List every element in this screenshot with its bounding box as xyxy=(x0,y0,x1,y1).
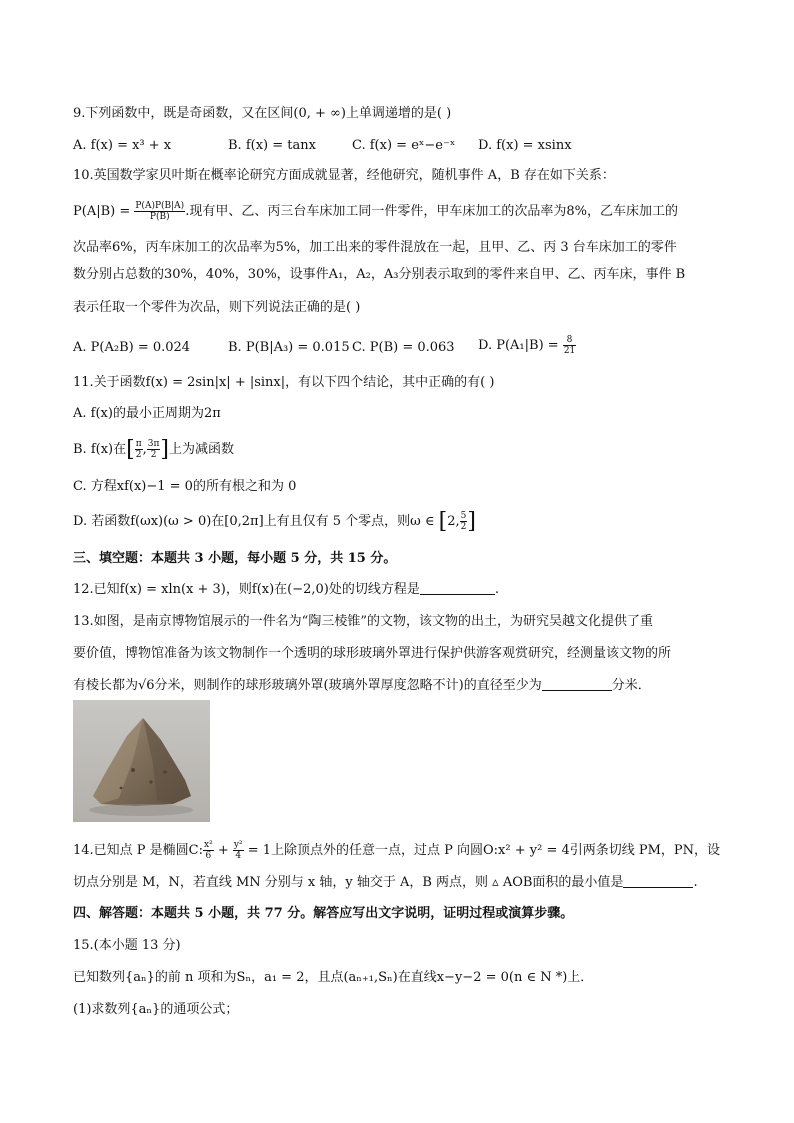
q14-plus: + xyxy=(213,843,233,858)
q9-stem: 9.下列函数中，既是奇函数，又在区间(0, + ∞)上单调递增的是( ) xyxy=(73,106,452,121)
q10-option-d xyxy=(478,334,576,358)
q9-option-b: B. f(x) = tanx xyxy=(228,138,316,153)
right-bracket-icon: ] xyxy=(160,436,170,462)
q11-option-d-frac xyxy=(460,511,468,532)
pottery-pyramid-photo xyxy=(73,700,210,822)
q10-line2-text: .现有甲、乙、丙三台车床加工同一件零件，甲车床加工的次品率为8%，乙车床加工的 xyxy=(185,204,678,219)
q10-line4: 数分别占总数的30%，40%，30%，设事件A₁，A₂，A₃分别表示取到的零件来自甲、乙、丙车床，事件 B xyxy=(73,267,686,282)
q11-option-d xyxy=(73,509,476,535)
q11-d-n: 5 xyxy=(460,511,467,521)
right-bracket-icon: ] xyxy=(467,508,476,534)
q12-end: . xyxy=(494,582,500,597)
q11-b-d2: 2 xyxy=(150,450,157,460)
left-bracket-icon: [ xyxy=(126,436,135,462)
q11-option-d-prefix: D. 若函数f(ωx)(ω > 0)在[0,2π]上有且仅有 5 个零点，则ω ∈ xyxy=(73,514,439,529)
q14-frac-y xyxy=(233,840,244,861)
q10-option-b: B. P(B|A₃) = 0.015 xyxy=(228,340,350,355)
q14-f1-den: 6 xyxy=(205,851,212,861)
q10-line3: 次品率6%，丙车床加工的次品率为5%，加工出来的零件混放在一起，且甲、乙、丙 3 台车床加工的零件 xyxy=(73,240,677,255)
q13-line3-prefix: 有棱长都为√6分米，则制作的球形玻璃外罩(玻璃外罩厚度忽略不计)的直径至少为 xyxy=(73,678,542,693)
q13-line3-suffix: 分米． xyxy=(611,678,651,693)
q11-d-d: 2 xyxy=(460,522,467,532)
q14-line1 xyxy=(73,838,720,864)
q9-option-d: D. f(x) = xsinx xyxy=(478,138,572,153)
q11-option-c: C. 方程xf(x)−1 = 0的所有根之和为 0 xyxy=(73,479,297,494)
q11-option-a: A. f(x)的最小正周期为2π xyxy=(73,406,221,421)
q14-line2-text: 切点分别是 M，N，若直线 MN 分别与 x 轴，y 轴交于 A，B 两点，则 ▵ AOB面积的最小值是 xyxy=(73,875,624,890)
q9-option-a: A. f(x) = x³ + x xyxy=(73,138,172,153)
q15-line1: 已知数列{aₙ}的前 n 项和为Sₙ，a₁ = 2，且点(aₙ₊₁,Sₙ)在直线x−y−2 = 0(n ∈ N *)上． xyxy=(73,970,594,985)
q10-line5: 表示任取一个零件为次品，则下列说法正确的是( ) xyxy=(73,300,361,315)
q14-prefix: 14.已知点 P 是椭圆C: xyxy=(73,843,204,858)
q12-stem: 12.已知f(x) = xln(x + 3)，则f(x)在(−2,0)处的切线方程是 xyxy=(73,582,420,597)
q14-line1-rest: = 1上除顶点外的任意一点，过点 P 向圆O:x² + y² = 4引两条切线 PM，PN，设 xyxy=(243,843,721,858)
section-3-header: 三、填空题：本题共 3 小题，每小题 5 分，共 15 分。 xyxy=(73,551,397,566)
q10-frac-numerator: P(A)P(B|A) xyxy=(135,201,185,211)
q11-b-d1: 2 xyxy=(135,450,142,460)
q11-option-b-prefix: B. f(x)在 xyxy=(73,442,127,457)
q13-line3 xyxy=(73,678,651,694)
q11-option-b-suffix: 上为减函数 xyxy=(169,442,235,457)
q14-f2-num: y² xyxy=(233,840,243,850)
q10-frac-denominator: P(B) xyxy=(149,212,170,222)
q10-option-d-fraction xyxy=(563,335,576,356)
q11-b-n1: π xyxy=(135,439,142,449)
q14-answer-blank xyxy=(623,875,693,888)
q11-option-b: B. f(x)在[ $\frac{\pi}{2}$ , $\frac{3\pi}{2}$ ]上为减函数 xyxy=(73,436,235,462)
q10-bayes-lhs: P(A|B) = xyxy=(73,204,135,219)
q11-stem: 11.关于函数f(x) = 2sin|x| + |sinx|，有以下四个结论，其中正确的有( ) xyxy=(73,375,495,390)
q12-text xyxy=(73,582,499,598)
q10-option-d-num: 8 xyxy=(563,335,576,346)
q11-option-d-lower: 2, xyxy=(447,514,460,529)
q10-line2 xyxy=(73,200,678,224)
q15-title: 15.(本小题 13 分) xyxy=(73,938,181,953)
q10-line1: 10.英国数学家贝叶斯在概率论研究方面成就显著，经他研究，随机事件 A，B 存在如下关系： xyxy=(73,168,615,183)
q15-sub1: (1)求数列{aₙ}的通项公式； xyxy=(73,1002,239,1017)
q10-option-d-den: 21 xyxy=(563,346,576,356)
q11-option-b-frac1 xyxy=(135,439,143,460)
q14-line2 xyxy=(73,875,698,891)
q14-f2-den: 4 xyxy=(235,851,242,861)
q14-f1-num: x² xyxy=(204,840,213,850)
q11-b-n2: 3π xyxy=(147,439,160,449)
q10-option-d-label: D. P(A₁|B) = xyxy=(478,338,563,353)
q11-option-b-frac2 xyxy=(147,439,161,460)
q14-end: . xyxy=(693,875,698,890)
q12-answer-blank xyxy=(420,582,495,595)
q10-bayes-fraction xyxy=(134,201,185,222)
q13-answer-blank xyxy=(542,678,612,691)
q13-line2: 要价值，博物馆准备为该文物制作一个透明的球形玻璃外罩进行保护供游客观赏研究，经测量该文物的所 xyxy=(73,646,672,661)
q13-line1: 13.如图，是南京博物馆展示的一件名为“陶三棱锥”的文物，该文物的出土，为研究吴越文化提供了重 xyxy=(73,614,653,629)
q9-option-c: C. f(x) = eˣ−e⁻ˣ xyxy=(352,138,456,153)
section-4-header: 四、解答题：本题共 5 小题，共 77 分。解答应写出文字说明，证明过程或演算步骤。 xyxy=(73,906,574,921)
left-bracket-icon: [ xyxy=(438,508,448,534)
q10-option-a: A. P(A₂B) = 0.024 xyxy=(73,340,191,355)
q14-frac-x xyxy=(203,840,214,861)
q10-option-c: C. P(B) = 0.063 xyxy=(352,340,455,355)
